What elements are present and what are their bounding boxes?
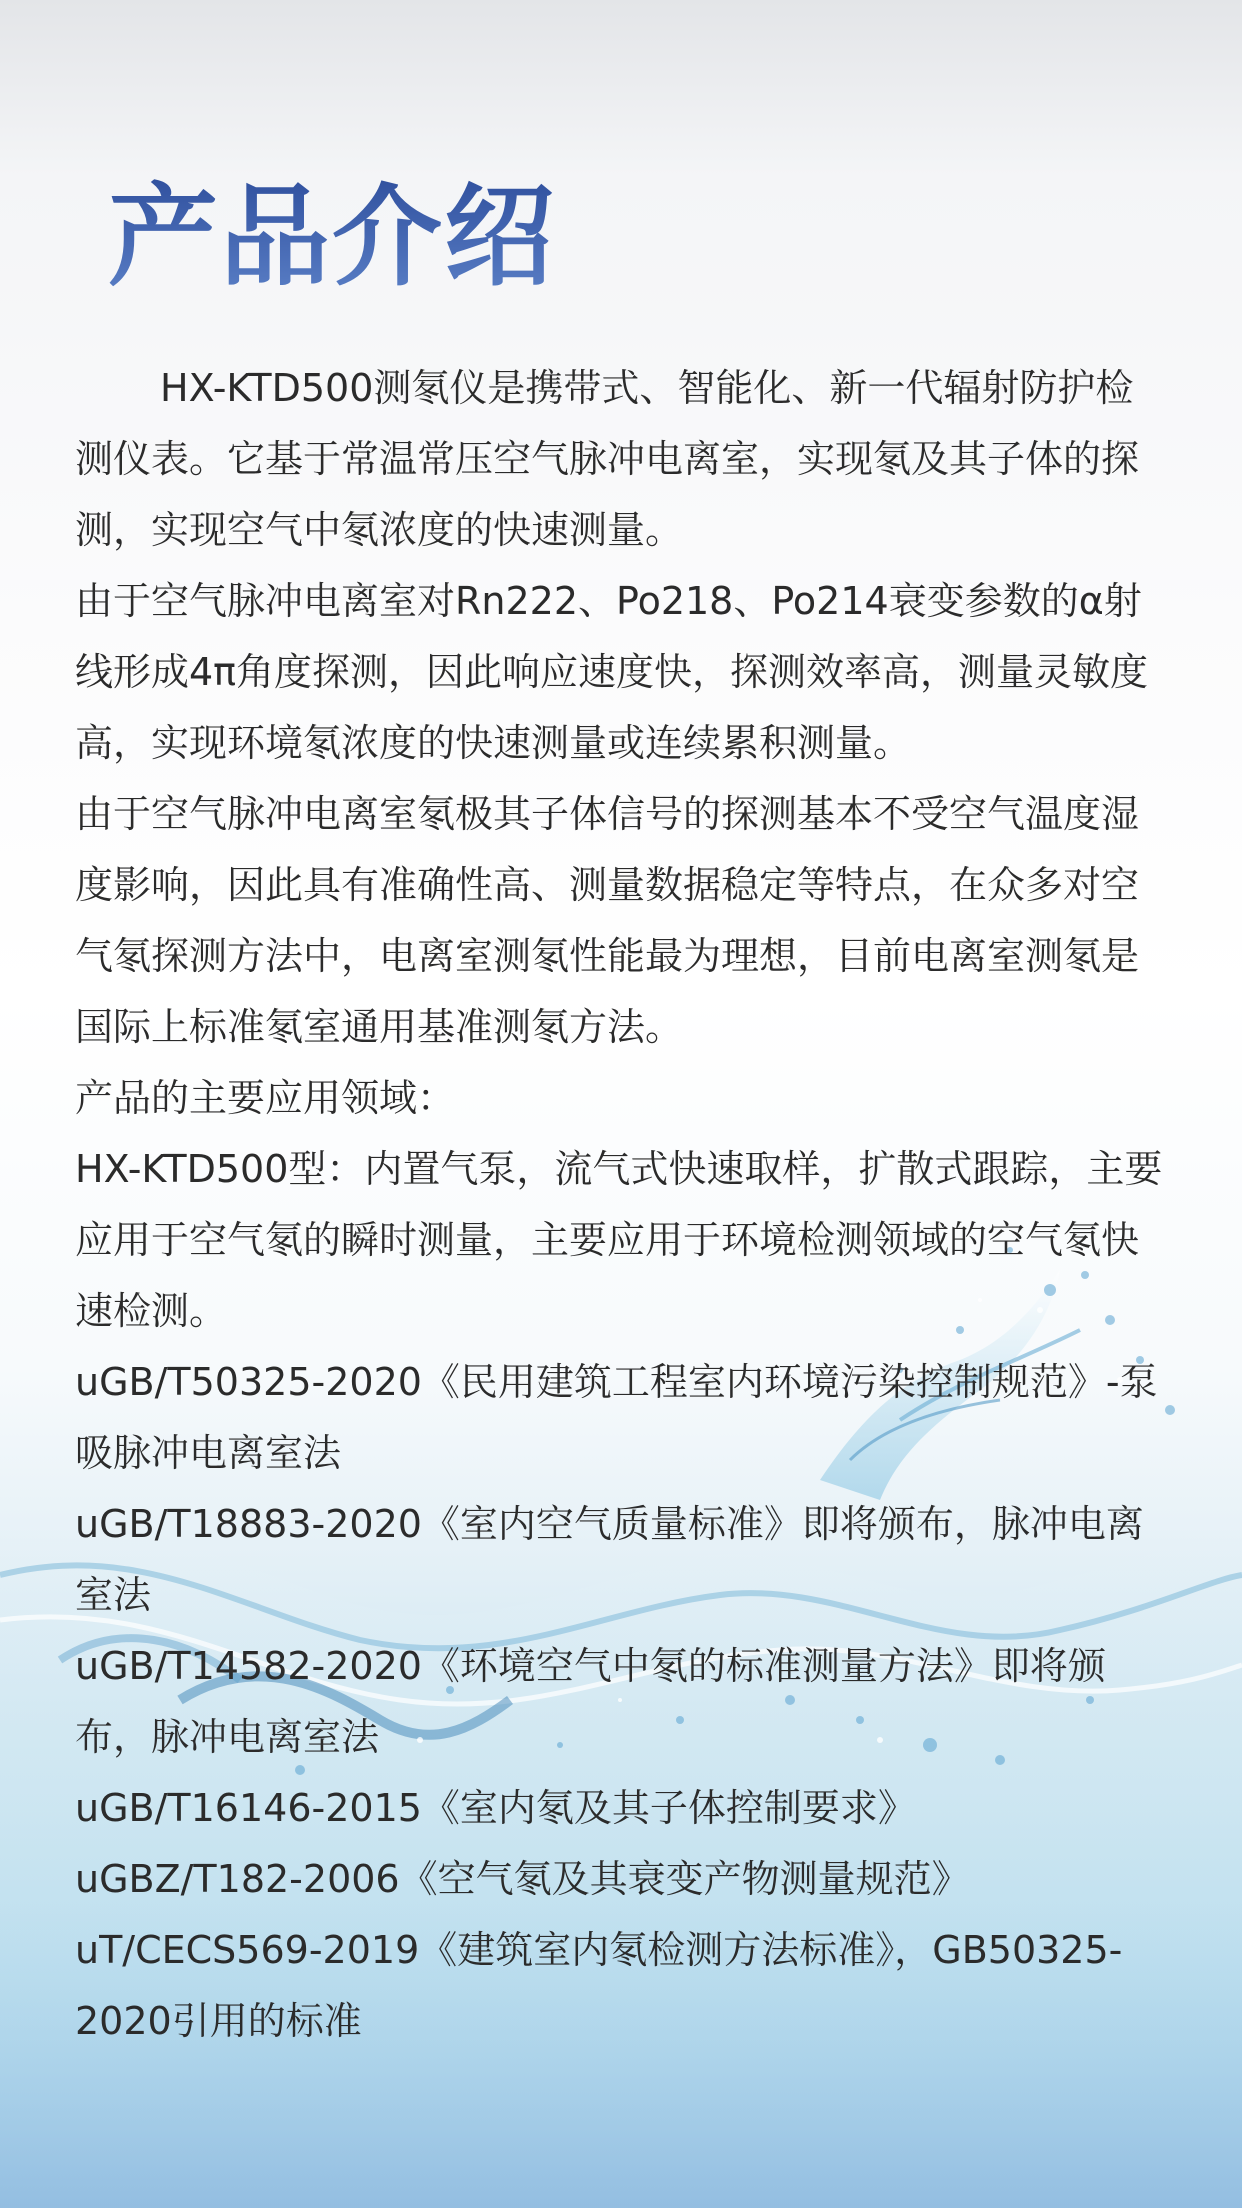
accuracy-paragraph: 由于空气脉冲电离室氡极其子体信号的探测基本不受空气温度湿度影响，因此具有准确性高、测量数据稳定等特点，在众多对空气氡探测方法中，电离室测氡性能最为理想，目前电离室测氡是国际上标准氡室通用基准测氡方法。 — [75, 792, 1140, 1049]
product-description — [75, 353, 1170, 2057]
intro-paragraph: HX-KTD500测氡仪是携带式、智能化、新一代辐射防护检测仪表。它基于常温常压空气脉冲电离室，实现氡及其子体的探测，实现空气中氡浓度的快速测量。 — [75, 366, 1140, 552]
standard-item: uGB/T16146-2015《室内氡及其子体控制要求》 — [75, 1786, 916, 1830]
standard-item: uGBZ/T182-2006《空气氡及其衰变产物测量规范》 — [75, 1857, 970, 1901]
page-title: 产品介绍 — [108, 173, 556, 301]
detection-paragraph: 由于空气脉冲电离室对Rn222、Po218、Po214衰变参数的α射线形成4π角度探测，因此响应速度快，探测效率高，测量灵敏度高，实现环境氡浓度的快速测量或连续累积测量。 — [75, 579, 1149, 765]
standard-item: uGB/T18883-2020《室内空气质量标准》即将颁布，脉冲电离室法 — [75, 1502, 1144, 1617]
standard-item: uGB/T50325-2020《民用建筑工程室内环境污染控制规范》-泵吸脉冲电离室法 — [75, 1360, 1158, 1475]
application-heading: 产品的主要应用领域： — [75, 1076, 456, 1120]
model-description: HX-KTD500型：内置气泵，流气式快速取样，扩散式跟踪，主要应用于空气氡的瞬时测量，主要应用于环境检测领域的空气氡快速检测。 — [75, 1147, 1163, 1333]
standard-item: uT/CECS569-2019《建筑室内氡检测方法标准》，GB50325-2020引用的标准 — [75, 1928, 1123, 2043]
standard-item: uGB/T14582-2020《环境空气中氡的标准测量方法》即将颁布，脉冲电离室法 — [75, 1644, 1106, 1759]
